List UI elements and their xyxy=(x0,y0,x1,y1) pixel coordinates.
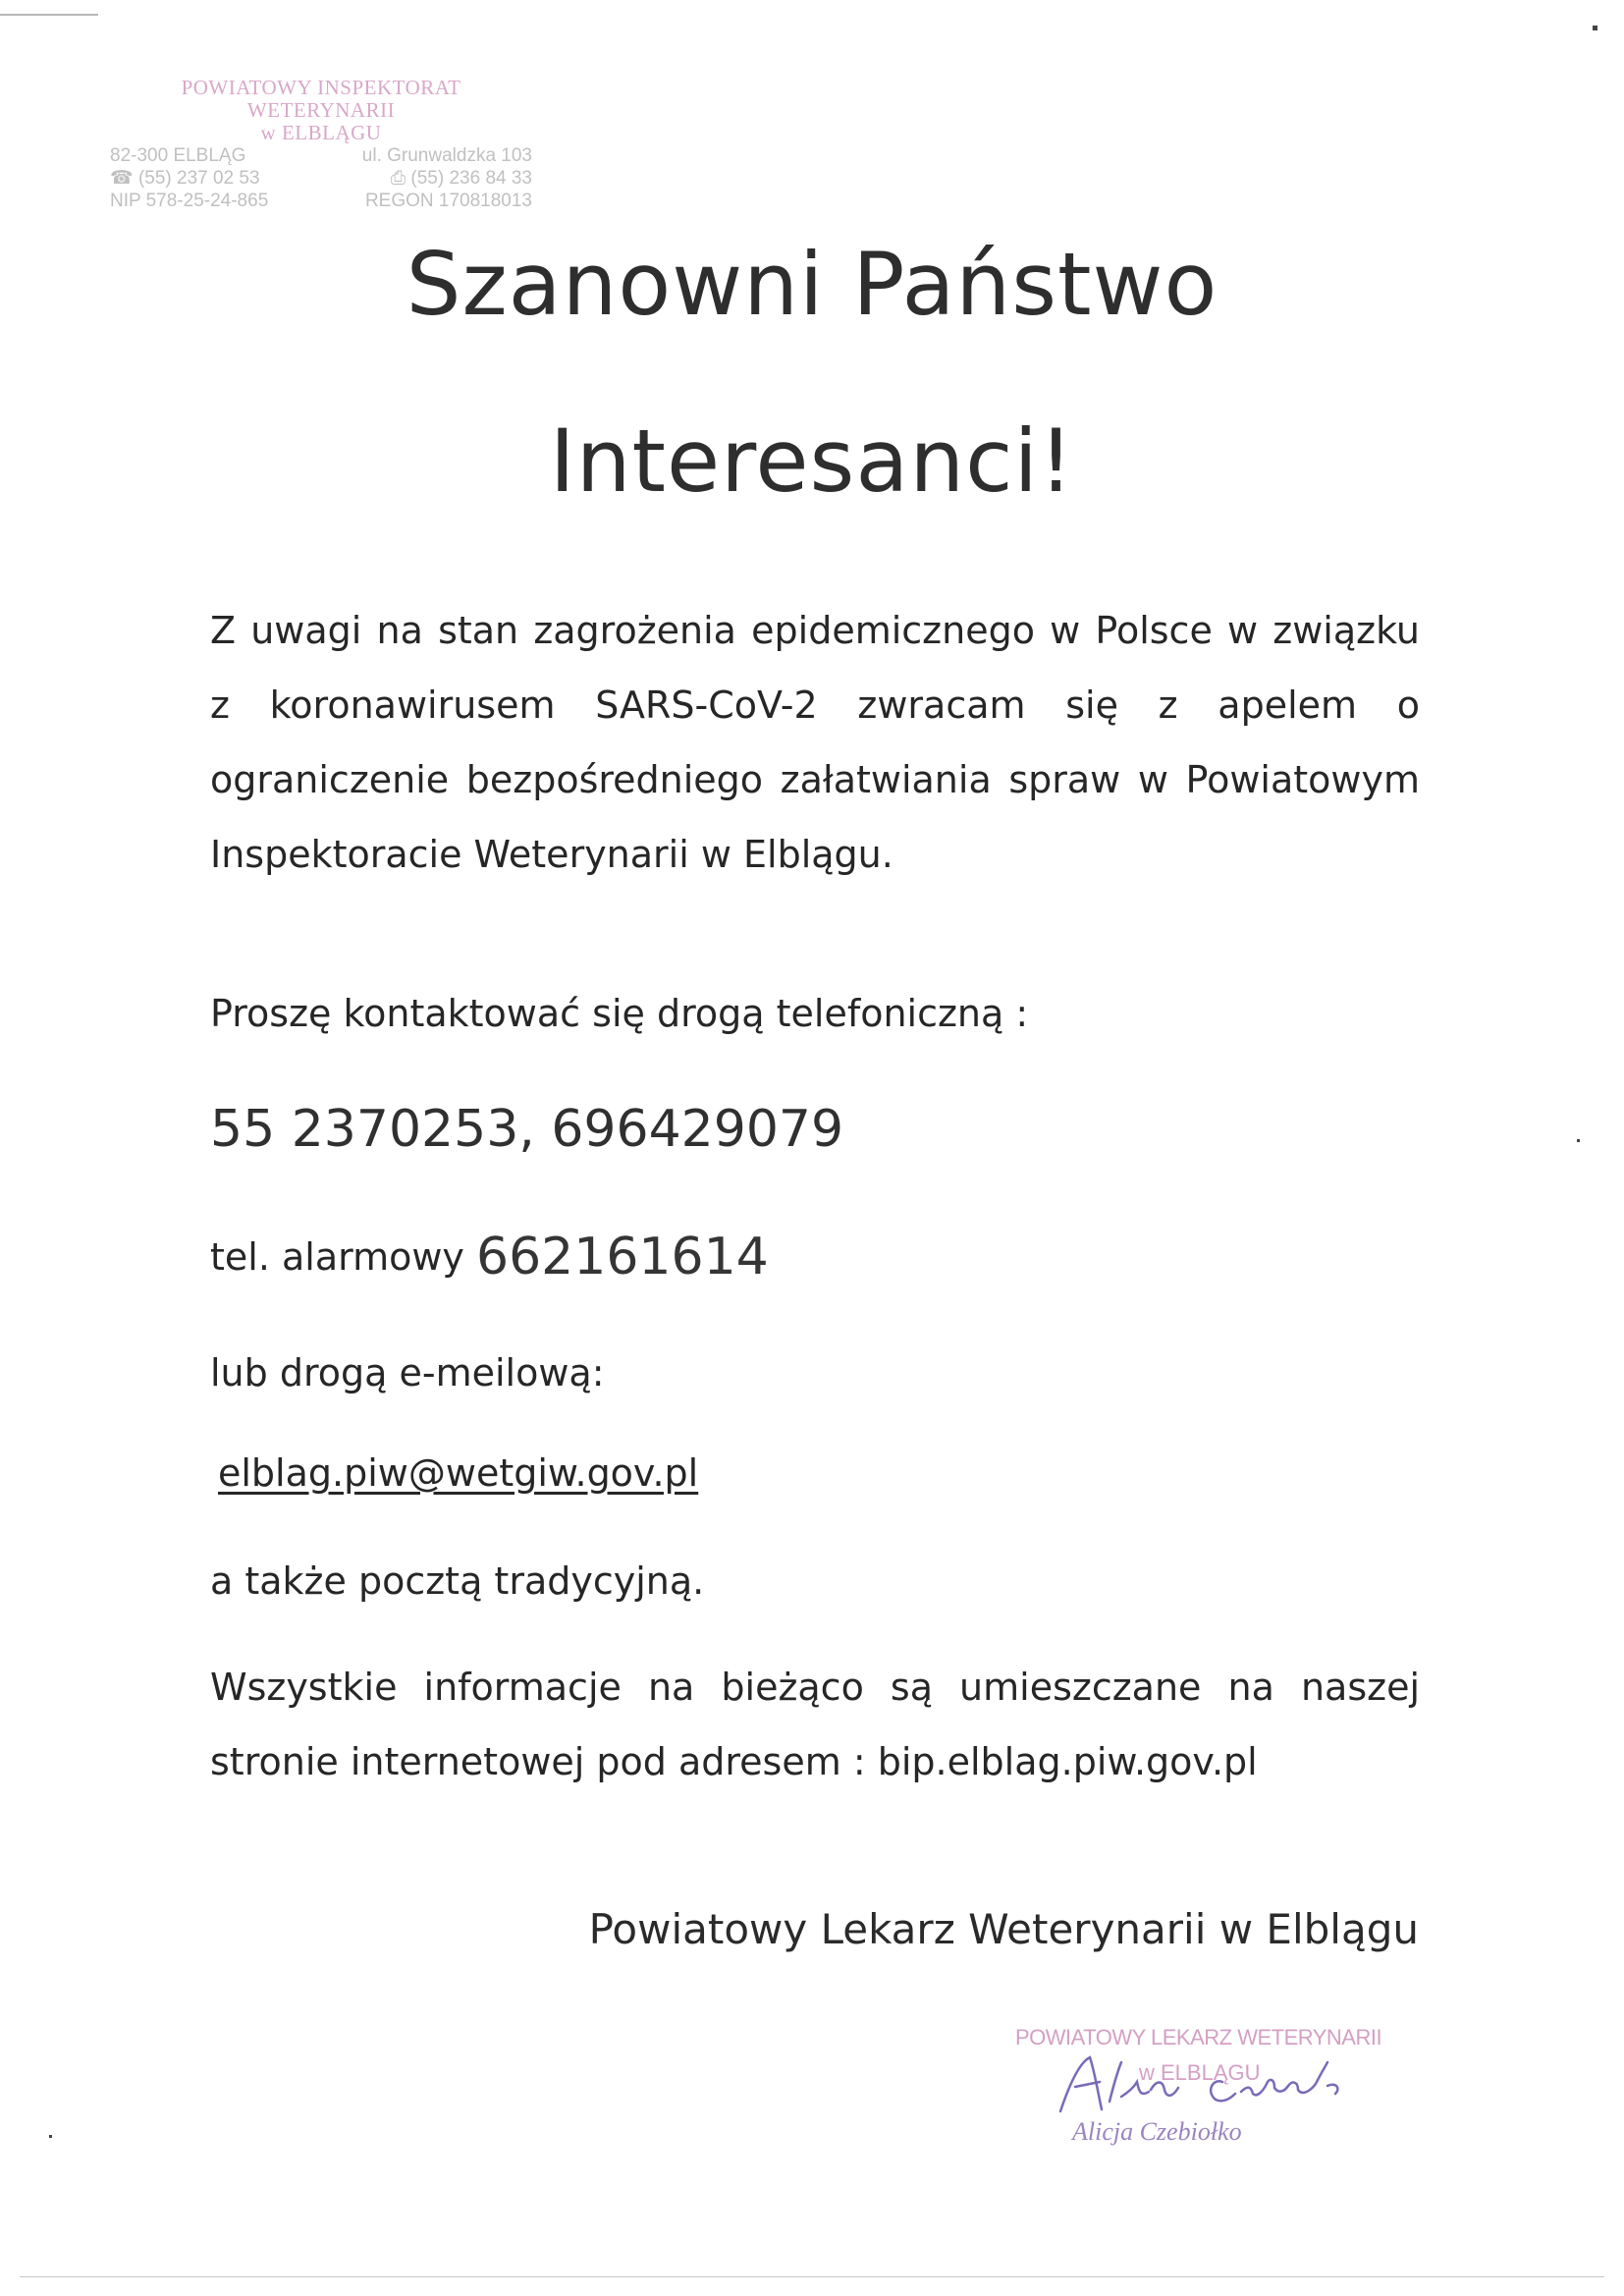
scan-artifact-bottom-line xyxy=(20,2276,1604,2277)
intro-paragraph: Z uwagi na stan zagrożenia epidemicznego w Polsce w związku z koronawirusem SARS-CoV-2 zwracam się z apelem o ograniczenie bezpośredniego załatwiania spraw w Powiatowym Inspektoracie Weterynarii w Elblągu. xyxy=(210,609,1420,876)
stamp-regon: REGON 170818013 xyxy=(364,191,532,211)
signatory-name: Alicja Czebiołko xyxy=(1072,2117,1242,2146)
handwritten-signature xyxy=(1041,2043,1394,2121)
office-stamp xyxy=(110,77,542,212)
alarm-phone-label: tel. alarmowy xyxy=(210,1235,476,1279)
email-contact-intro: lub drogą e-meilową: xyxy=(210,1351,605,1394)
stamp-phone: ☎ (55) 237 02 53 xyxy=(110,168,260,189)
alarm-phone-number: 662161614 xyxy=(476,1228,769,1286)
website-info-paragraph: Wszystkie informacje na bieżąco są umieszczane na naszej stronie internetowej pod adresem : bip.elblag.piw.gov.pl xyxy=(210,1666,1420,1783)
scan-artifact-dot xyxy=(1577,1139,1580,1142)
stamp-organization-city: w ELBLĄGU xyxy=(260,121,382,144)
alarm-phone xyxy=(210,1228,1420,1286)
stamp-fax: ⎙ (55) 236 84 33 xyxy=(390,168,532,189)
scan-artifact-dot xyxy=(1593,26,1597,30)
traditional-mail-note: a także pocztą tradycyjną. xyxy=(210,1559,705,1603)
email-link[interactable]: elblag.piw@wetgiw.gov.pl xyxy=(218,1451,699,1495)
scan-artifact-dot xyxy=(49,2135,52,2138)
stamp-ids xyxy=(110,190,532,212)
signature-stamp-line-2: w ELBLĄGU xyxy=(1139,2060,1261,2085)
stamp-address xyxy=(110,144,532,167)
stamp-nip: NIP 578-25-24-865 xyxy=(110,191,269,211)
phone-numbers: 55 2370253, 696429079 xyxy=(210,1100,844,1159)
stamp-address-city: 82-300 ELBLĄG xyxy=(110,145,246,166)
scan-artifact-top xyxy=(0,14,98,16)
title-line-2: Interesanci! xyxy=(549,410,1075,512)
stamp-address-street: ul. Grunwaldzka 103 xyxy=(361,145,532,166)
signature-title: Powiatowy Lekarz Weterynarii w Elblągu xyxy=(588,1905,1419,1953)
phone-contact-intro: Proszę kontaktować się drogą telefoniczną : xyxy=(210,992,1029,1035)
signature-stamp-line-1: POWIATOWY LEKARZ WETERYNARII xyxy=(1015,2025,1382,2050)
title-line-1: Szanowni Państwo xyxy=(406,234,1218,335)
stamp-organization: POWIATOWY INSPEKTORAT WETERYNARII xyxy=(181,76,461,122)
stamp-phones xyxy=(110,167,532,190)
